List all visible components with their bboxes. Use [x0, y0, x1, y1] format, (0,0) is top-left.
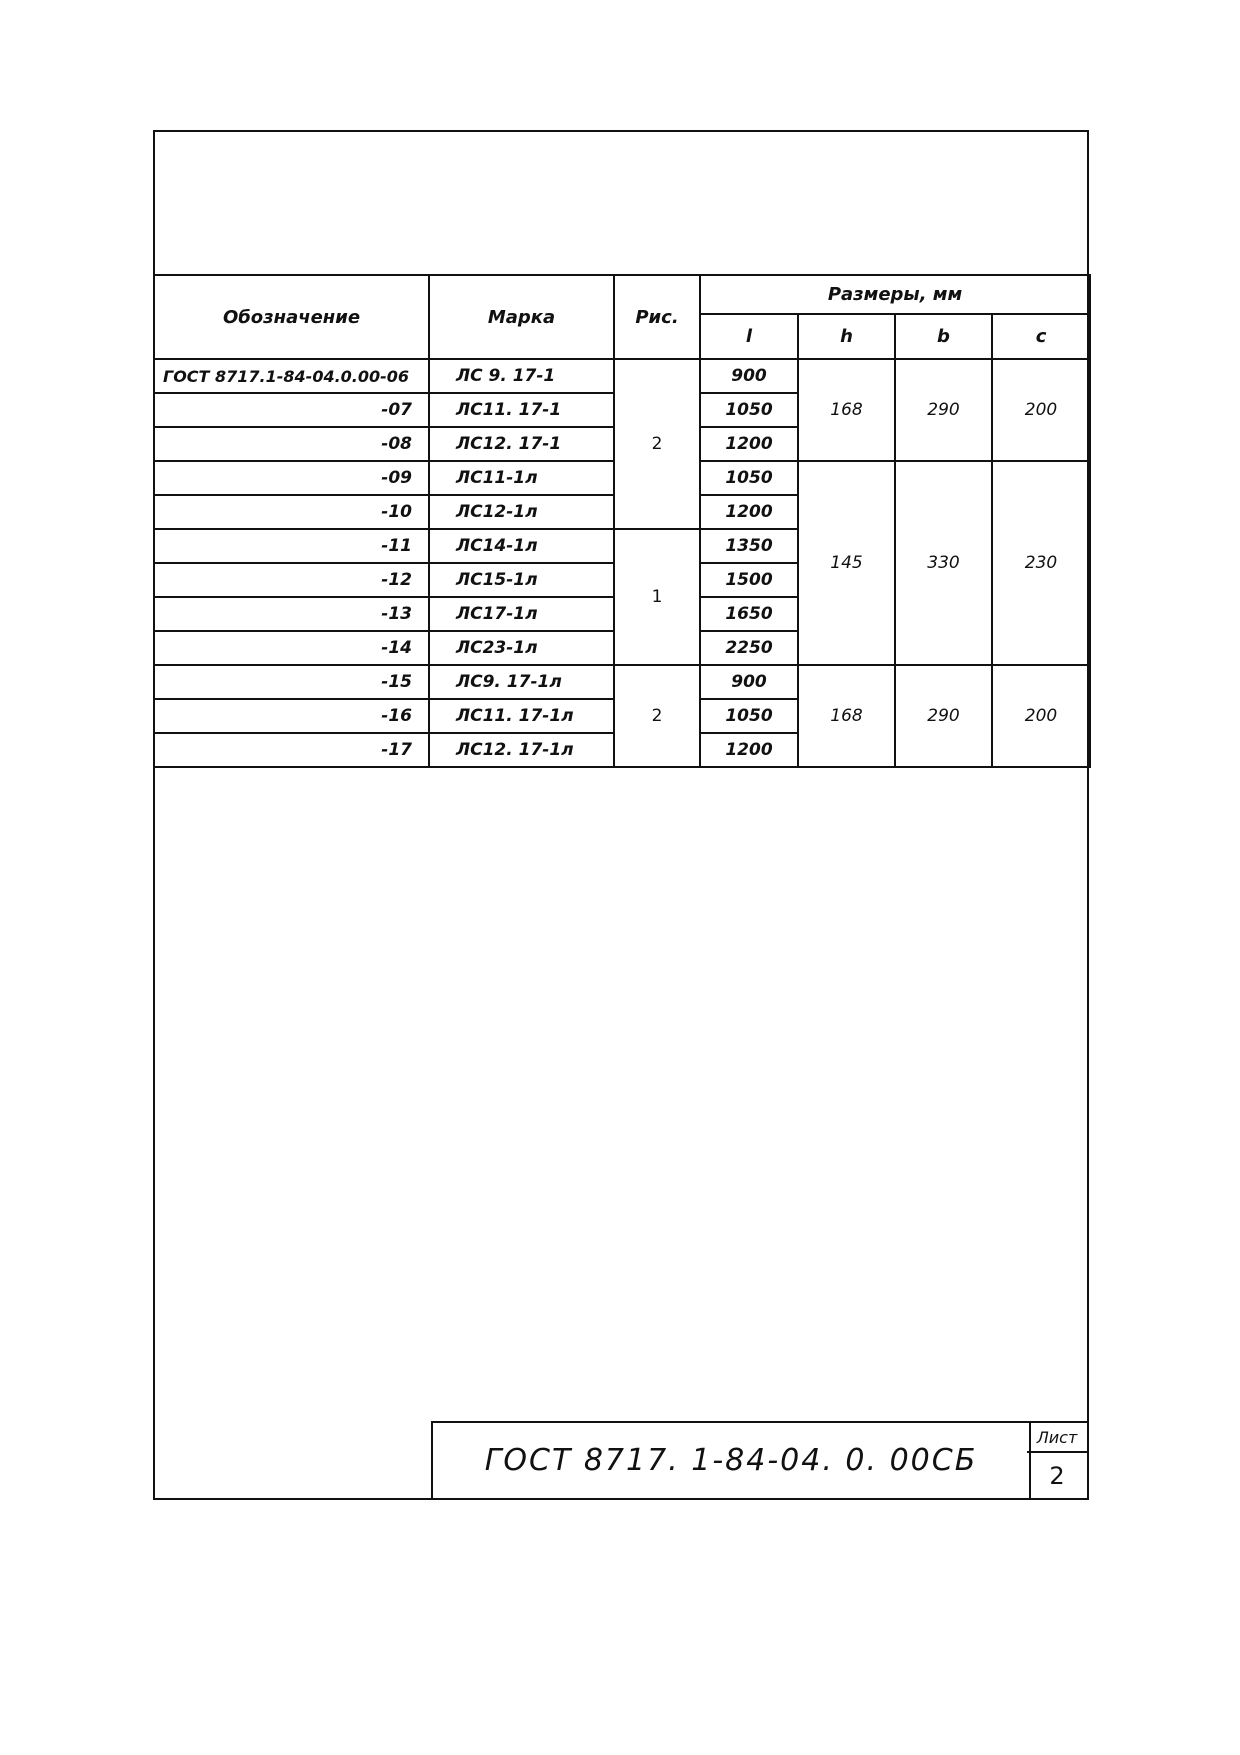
marka-cell: ЛС12-1л [429, 495, 614, 529]
specification-table [153, 274, 1091, 768]
designation-cell: -10 [154, 495, 429, 529]
marka-cell: ЛС11. 17-1л [429, 699, 614, 733]
sheet-label: Лист [1027, 1423, 1087, 1453]
length-cell: 1050 [700, 461, 798, 495]
marka-cell: ЛС11-1л [429, 461, 614, 495]
marka-cell: ЛС12. 17-1л [429, 733, 614, 767]
b-cell: 330 [895, 461, 992, 665]
header-ris: Рис. [614, 275, 700, 359]
h-cell: 168 [798, 359, 895, 461]
designation-cell: -17 [154, 733, 429, 767]
ris-cell: 2 [614, 665, 700, 767]
designation-cell: ГОСТ 8717.1-84-04.0.00-06 [154, 359, 429, 393]
length-cell: 1500 [700, 563, 798, 597]
header-h: h [798, 314, 895, 359]
table-row [154, 359, 1090, 393]
marka-cell: ЛС23-1л [429, 631, 614, 665]
ris-cell: 2 [614, 359, 700, 529]
marka-cell: ЛС 9. 17-1 [429, 359, 614, 393]
c-cell: 230 [992, 461, 1090, 665]
designation-cell: -16 [154, 699, 429, 733]
c-cell: 200 [992, 665, 1090, 767]
header-designation: Обозначение [154, 275, 429, 359]
table-row [154, 665, 1090, 699]
designation-cell: -07 [154, 393, 429, 427]
header-b: b [895, 314, 992, 359]
length-cell: 1350 [700, 529, 798, 563]
marka-cell: ЛС11. 17-1 [429, 393, 614, 427]
length-cell: 900 [700, 359, 798, 393]
b-cell: 290 [895, 359, 992, 461]
designation-cell: -15 [154, 665, 429, 699]
designation-cell: -12 [154, 563, 429, 597]
b-cell: 290 [895, 665, 992, 767]
length-cell: 1200 [700, 495, 798, 529]
length-cell: 900 [700, 665, 798, 699]
sheet-number: 2 [1049, 1461, 1065, 1490]
header-dimensions: Размеры, мм [700, 275, 1090, 314]
designation-cell: -13 [154, 597, 429, 631]
designation-cell: -09 [154, 461, 429, 495]
marka-cell: ЛС14-1л [429, 529, 614, 563]
header-c: c [992, 314, 1090, 359]
c-cell: 200 [992, 359, 1090, 461]
length-cell: 1200 [700, 733, 798, 767]
document-code: ГОСТ 8717. 1-84-04. 0. 00СБ [433, 1423, 1031, 1498]
marka-cell: ЛС9. 17-1л [429, 665, 614, 699]
ris-cell: 1 [614, 529, 700, 665]
marka-cell: ЛС12. 17-1 [429, 427, 614, 461]
designation-cell: -11 [154, 529, 429, 563]
header-marka: Марка [429, 275, 614, 359]
designation-cell: -08 [154, 427, 429, 461]
length-cell: 2250 [700, 631, 798, 665]
h-cell: 145 [798, 461, 895, 665]
length-cell: 1050 [700, 393, 798, 427]
length-cell: 1650 [700, 597, 798, 631]
h-cell: 168 [798, 665, 895, 767]
header-l: l [700, 314, 798, 359]
length-cell: 1050 [700, 699, 798, 733]
marka-cell: ЛС17-1л [429, 597, 614, 631]
designation-cell: -14 [154, 631, 429, 665]
title-block [431, 1421, 1089, 1500]
marka-cell: ЛС15-1л [429, 563, 614, 597]
length-cell: 1200 [700, 427, 798, 461]
